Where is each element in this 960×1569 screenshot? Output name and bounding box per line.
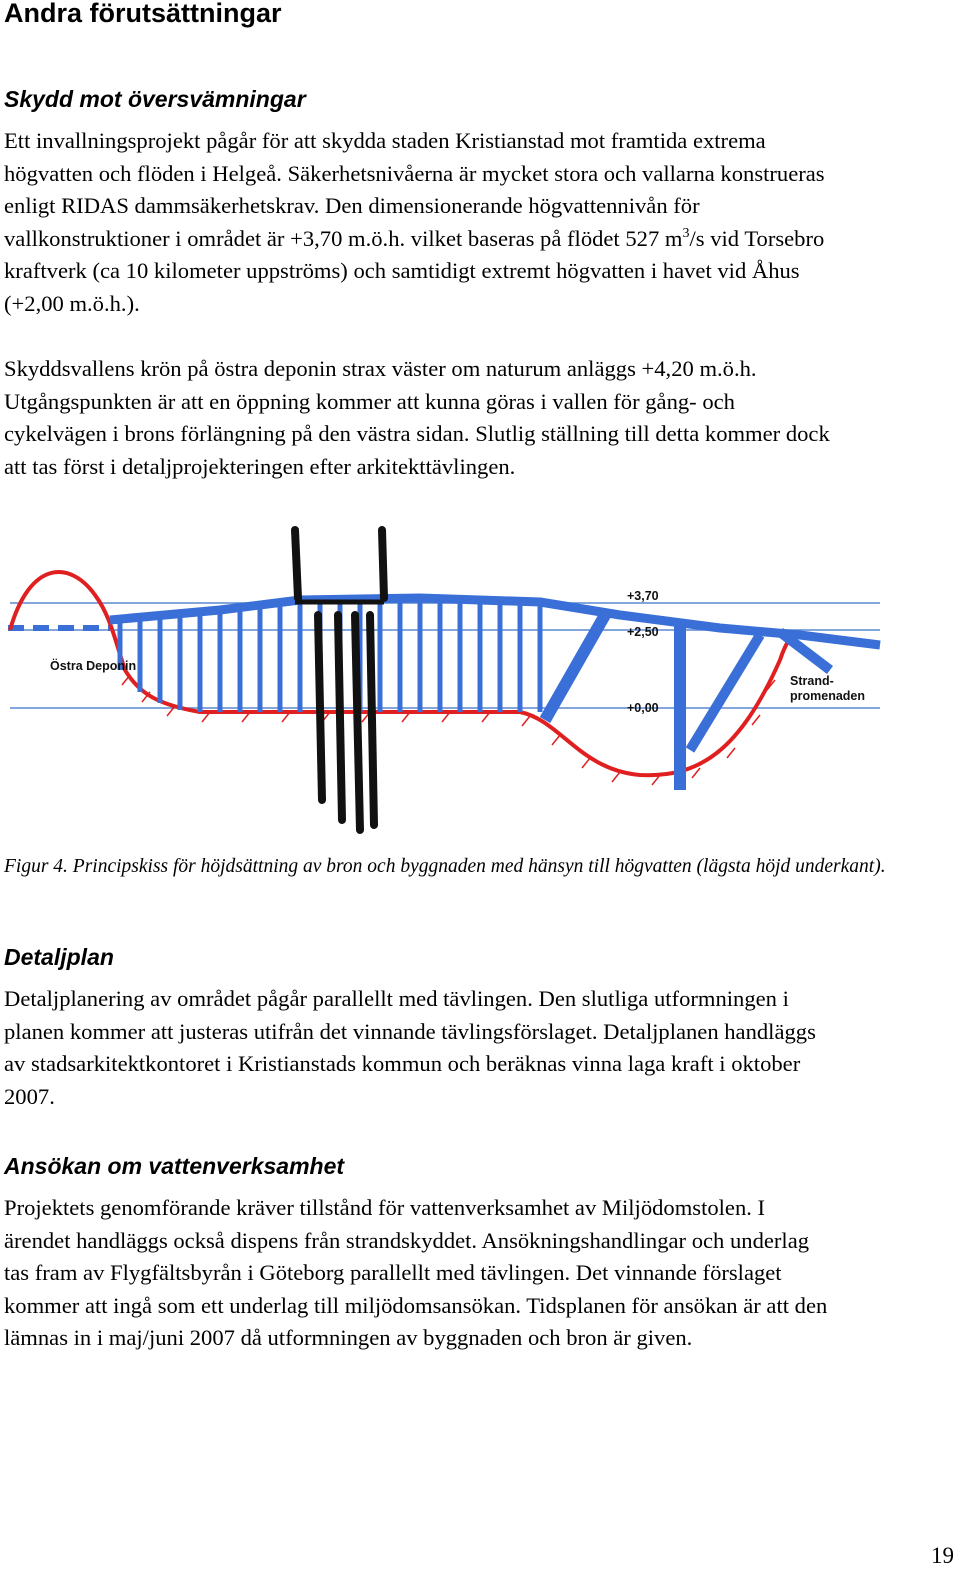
paragraph-flood-protection-2: Skyddsvallens krön på östra deponin strax väster om naturum anläggs +4,20 m.ö.h. Utgångspunkten är att en öppning kommer att kunna göras i vallen för gång- och cykelvägen i brons förlängning på den västra sidan. Slutlig ställning till detta kommer dock att tas först i detaljprojekteringen efter arkitekttävlingen. <box>4 356 830 479</box>
figure-height-sketch <box>0 520 900 840</box>
bridge-deck <box>110 598 880 645</box>
superscript: 3 <box>682 225 690 241</box>
paragraph-flood-protection-1 <box>4 125 959 321</box>
bridge-strut-right <box>690 635 760 750</box>
building-columns <box>295 530 384 830</box>
label-level-000: +0,00 <box>627 701 659 715</box>
section-heading-vattenverksamhet: Ansökan om vattenverksamhet <box>4 1153 345 1179</box>
section-heading-flood-protection: Skydd mot översvämningar <box>4 86 306 112</box>
paragraph-detaljplan: Detaljplanering av området pågår parallellt med tävlingen. Den slutliga utformningen i planen kommer att justeras utifrån det vinnande tävlingsförslaget. Detaljplanen handläggs av stadsarkitektkontoret i Kristianstads kommun och beräknas vinna laga kraft i oktober 2007. <box>4 986 816 1109</box>
label-level-370: +3,70 <box>627 589 659 603</box>
paragraph-text: Ett invallningsprojekt pågår för att skydda staden Kristianstad mot framtida extrema högvatten och flöden i Helgeå. Säkerhetsnivåerna är mycket stora och vallarna konstrueras enligt RIDAS dammsäkerhetskrav. Den dimensionerande högvattennivån för vallkonstruktioner i området är +3,70 m.ö.h. vilket baseras på flödet 527 m <box>4 128 825 251</box>
figure-caption: Figur 4. Principskiss för höjdsättning av bron och byggnaden med hänsyn till högvatten (lägsta höjd underkant). <box>4 856 886 877</box>
label-strand-line2: promenaden <box>790 689 866 703</box>
label-strand-line1: Strand- <box>790 674 834 688</box>
section-heading-detaljplan: Detaljplan <box>4 944 114 970</box>
paragraph-vattenverksamhet: Projektets genomförande kräver tillstånd för vattenverksamhet av Miljödomstolen. I ärendet handläggs också dispens från strandskyddet. Ansökningshandlingar och underlag tas fram av Flygfältsbyrån i Göteborg parallellt med tävlingen. Det vinnande förslaget kommer att ingå som ett underlag till miljödomsansökan. Tidsplanen för ansökan är att den lämnas in i maj/juni 2007 då utformningen av byggnaden och bron är given. <box>4 1195 828 1351</box>
paragraph-text: /s vid Torsebro kraftverk (ca 10 kilometer uppströms) och samtidigt extremt högvatten i havet vid Åhus (+2,00 m.ö.h.). <box>4 225 825 316</box>
label-level-250: +2,50 <box>627 625 659 639</box>
page-number: 19 <box>931 1543 954 1568</box>
page-title: Andra förutsättningar <box>4 0 282 28</box>
sketch-drawing <box>0 520 900 840</box>
label-ostra-deponin: Östra Deponin <box>50 659 137 673</box>
